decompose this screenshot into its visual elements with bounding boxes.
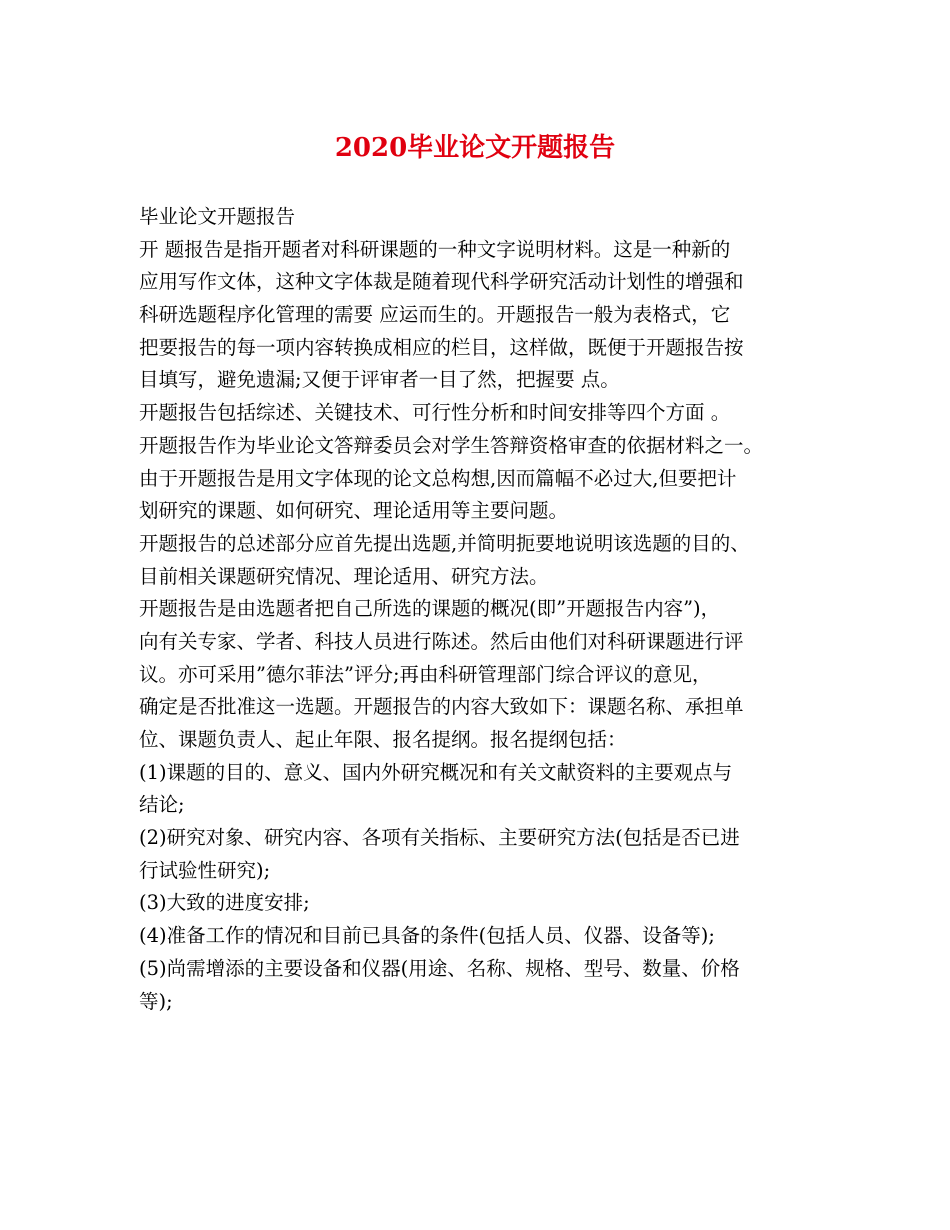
body-line: 开 题报告是指开题者对科研课题的一种文字说明材料。这是一种新的 bbox=[139, 237, 731, 261]
body-line: (1)课题的目的、意义、国内外研究概况和有关文献资料的主要观点与 bbox=[139, 760, 733, 784]
body-line: 议。亦可采用”德尔菲法”评分;再由科研管理部门综合评议的意见， bbox=[139, 662, 712, 686]
body-line: 目填写，避免遗漏;又便于评审者一目了然，把握要 点。 bbox=[139, 368, 620, 392]
body-line: 确定是否批准这一选题。开题报告的内容大致如下：课题名称、承担单 bbox=[139, 695, 744, 719]
body-line: 位、课题负责人、起止年限、报名提纲。报名提纲包括： bbox=[139, 728, 627, 751]
document-title: 2020毕业论文开题报告 bbox=[334, 133, 616, 163]
body-line: 应用写作文体，这种文字体裁是随着现代科学研究活动计划性的增强和 bbox=[139, 270, 744, 294]
body-line: (4)准备工作的情况和目前已具备的条件(包括人员、仪器、设备等); bbox=[139, 924, 715, 948]
body-line: 划研究的课题、如何研究、理论适用等主要问题。 bbox=[139, 499, 569, 523]
body-line: (2)研究对象、研究内容、各项有关指标、主要研究方法(包括是否已进 bbox=[139, 826, 740, 850]
body-line: 把要报告的每一项内容转换成相应的栏目，这样做，既便于开题报告按 bbox=[139, 335, 744, 359]
body-line: 毕业论文开题报告 bbox=[139, 205, 296, 228]
document-body bbox=[139, 201, 829, 1018]
body-line: 等); bbox=[139, 989, 173, 1013]
body-line: 科研选题程序化管理的需要 应运而生的。开题报告一般为表格式，它 bbox=[139, 303, 731, 327]
body-line: 结论; bbox=[139, 793, 185, 817]
body-line: (3)大致的进度安排; bbox=[139, 891, 310, 915]
body-line: 开题报告的总述部分应首先提出选题,并简明扼要地说明该选题的目的、 bbox=[139, 531, 750, 555]
body-line: 行试验性研究); bbox=[139, 858, 271, 882]
body-line: 开题报告作为毕业论文答辩委员会对学生答辩资格审查的依据材料之一。 bbox=[139, 433, 764, 457]
body-line: (5)尚需增添的主要设备和仪器(用途、名称、规格、型号、数量、价格 bbox=[139, 956, 740, 980]
body-line: 开题报告是由选题者把自己所选的课题的概况(即”开题报告内容”)， bbox=[139, 597, 721, 621]
body-line: 目前相关课题研究情况、理论适用、研究方法。 bbox=[139, 564, 549, 588]
body-line: 向有关专家、学者、科技人员进行陈述。然后由他们对科研课题进行评 bbox=[139, 629, 744, 653]
body-line: 由于开题报告是用文字体现的论文总构想,因而篇幅不必过大,但要把计 bbox=[139, 466, 737, 490]
body-line: 开题报告包括综述、关键技术、可行性分析和时间安排等四个方面 。 bbox=[139, 401, 731, 425]
